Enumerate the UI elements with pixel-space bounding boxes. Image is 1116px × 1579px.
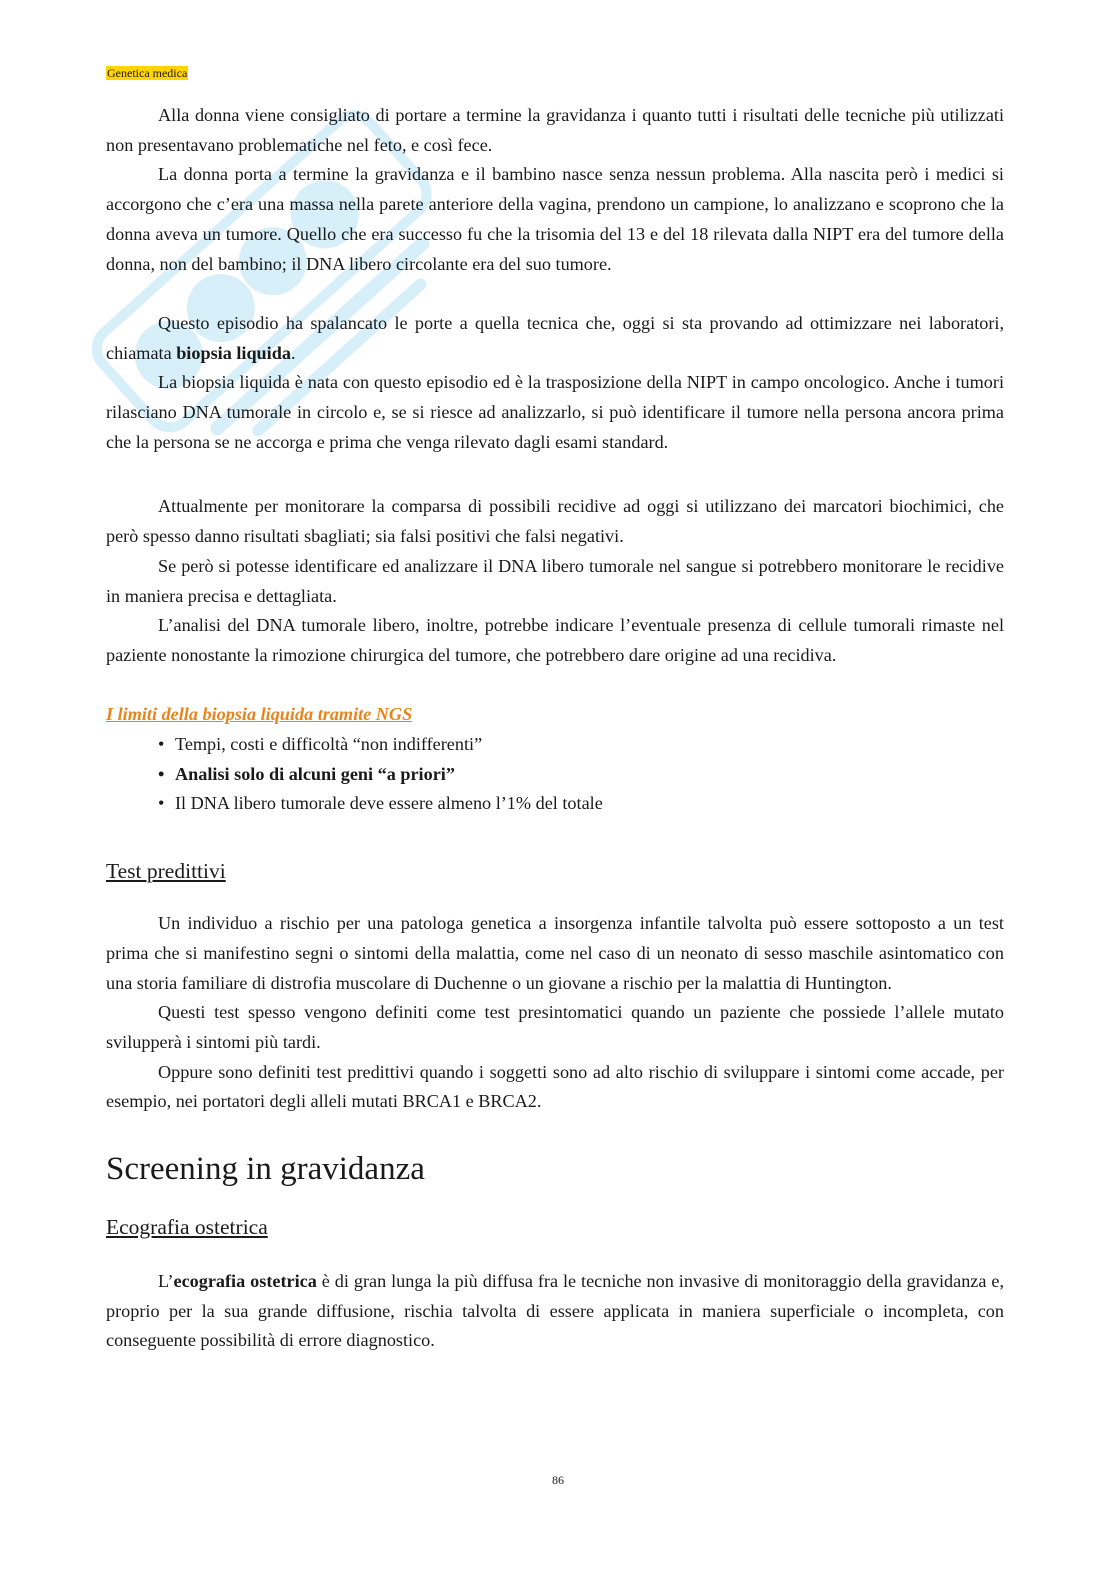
page-number: 86	[552, 1473, 564, 1487]
page-content	[106, 101, 1004, 1356]
section-heading-ecografia: Ecografia ostetrica	[106, 1215, 268, 1240]
paragraph: Oppure sono definiti test predittivi quando i soggetti sono ad alto rischio di sviluppare i sintomi come accade, per esempio, nei portatori degli alleli mutati BRCA1 e BRCA2.	[106, 1061, 1004, 1112]
ngs-bullet-list	[106, 730, 1004, 819]
paragraph: La donna porta a termine la gravidanza e il bambino nasce senza nessun problema. Alla nascita però i medici si accorgono che c’era una massa nella parete anteriore della vagina, prendono un campione, lo analizzano e scoprono che la donna aveva un tumore. Quello che era successo fu che la trisomia del 13 e del 18 rilevata dalla NIPT era del tumore della donna, non del bambino; il DNA libero circolante era del suo tumore.	[106, 164, 1004, 274]
paragraph: Se però si potesse identificare ed analizzare il DNA libero tumorale nel sangue si potrebbero monitorare le recidive in maniera precisa e dettagliata.	[106, 555, 1004, 606]
bold-term: biopsia liquida	[176, 342, 291, 363]
paragraph: Un individuo a rischio per una patologa genetica a insorgenza infantile talvolta può essere sottoposto a un test prima che si manifestino segni o sintomi della malattia, come nel caso di un neonato di sesso maschile asintomatico con una storia familiare di distrofia muscolare di Duchenne o un giovane a rischio per la malattia di Huntington.	[106, 913, 1004, 993]
paragraph: La biopsia liquida è nata con questo episodio ed è la trasposizione della NIPT in campo oncologico. Anche i tumori rilasciano DNA tumorale in circolo e, se si riesce ad analizzarlo, si può identificare il tumore nella persona ancora prima che la persona se ne accorga e prima che venga rilevato dagli esami standard.	[106, 372, 1004, 452]
section-heading-predictive: Test predittivi	[106, 859, 226, 884]
list-item: • Analisi solo di alcuni geni “a priori”	[106, 760, 1004, 790]
ngs-section-title: I limiti della biopsia liquida tramite NGS	[106, 704, 413, 725]
bullet-icon: •	[158, 734, 165, 755]
header-label: Genetica medica	[107, 66, 188, 80]
paragraph: Attualmente per monitorare la comparsa di possibili recidive ad oggi si utilizzano dei marcatori biochimici, che però spesso danno risultati sbagliati; sia falsi positivi che falsi negativi.	[106, 496, 1004, 547]
bullet-icon: •	[158, 793, 165, 814]
paragraph: L’ecografia ostetrica è di gran lunga la più diffusa fra le tecniche non invasive di monitoraggio della gravidanza e, proprio per la sua grande diffusione, rischia talvolta di essere applicata in maniera superficiale o incompleta, con conseguente possibilità di errore diagnostico.	[106, 1271, 1004, 1351]
chapter-title: Screening in gravidanza	[106, 1151, 425, 1188]
list-item: • Il DNA libero tumorale deve essere almeno l’1% del totale	[106, 789, 1004, 819]
list-item: • Tempi, costi e difficoltà “non indifferenti”	[106, 730, 1004, 760]
paragraph: Alla donna viene consigliato di portare a termine la gravidanza i quanto tutti i risultati delle tecniche più utilizzati non presentavano problematiche nel feto, e così fece.	[106, 105, 1004, 155]
bullet-icon: •	[158, 763, 165, 784]
paragraph: Questi test spesso vengono definiti come test presintomatici quando un paziente che possiede l’allele mutato svilupperà i sintomi più tardi.	[106, 1002, 1004, 1052]
paragraph: Questo episodio ha spalancato le porte a quella tecnica che, oggi si sta provando ad ottimizzare nei laboratori, chiamata biopsia liquida.	[106, 312, 1004, 363]
bold-term: ecografia ostetrica	[173, 1271, 317, 1292]
paragraph: L’analisi del DNA tumorale libero, inoltre, potrebbe indicare l’eventuale presenza di cellule tumorali rimaste nel paziente nonostante la rimozione chirurgica del tumore, che potrebbero dare origine ad una recidiva.	[106, 615, 1004, 665]
